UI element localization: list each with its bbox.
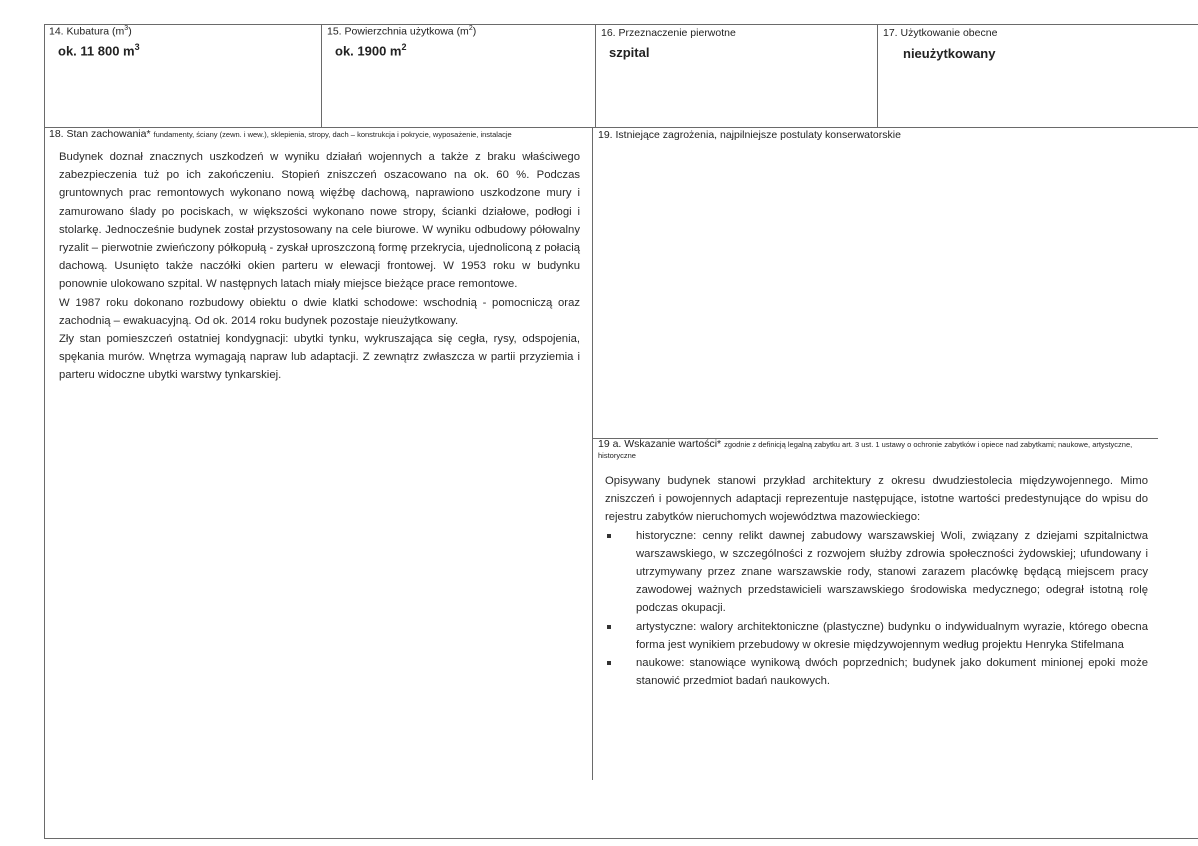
left-border	[44, 24, 45, 838]
section-19a-intro: Opisywany budynek stanowi przykład architektury z okresu dwudziestolecia międzywojennego. Mimo zniszczeń i powojennych adaptacji reprezentuje następujące, istotne wartości predestynujące do wpisu do rejestru zabytków nieruchomych województwa mazowieckiego:	[605, 475, 1148, 524]
col-divider-16-17	[877, 24, 878, 127]
field-14-label: 14. Kubatura $(m^3)$	[49, 25, 132, 38]
field-14-value: ok. 11 800 $m^3$	[58, 42, 140, 59]
field-17-value: nieużytkowany	[903, 46, 996, 61]
field-16-value: szpital	[609, 45, 650, 60]
section-18-sublabel: fundamenty, ściany (zewn. i wew.), sklepienia, stropy, dach – konstrukcja i pokrycie, wyposażenie, instalacje	[153, 130, 512, 139]
section-18-paragraph: W 1987 roku dokonano rozbudowy obiektu o dwie klatki schodowe: wschodnią - pomocniczą oraz zachodnią – ewakuacyjną. Od ok. 2014 roku budynek pozostaje nieużytkowany.	[59, 296, 580, 327]
field-16-label: 16. Przeznaczenie pierwotne	[601, 27, 736, 39]
value-scientific: naukowe: stanowiące wynikową dwóch poprzednich; budynek jako dokument minionej epoki może stanowić przedmiot badań naukowych.	[605, 654, 1148, 690]
value-artistic: artystyczne: walory architektoniczne (plastyczne) budynku o indywidualnym wyrazie, którego obecna forma jest wynikiem przebudowy w okresie międzywojennym według projektu Henryka Stifelmana	[605, 618, 1148, 654]
section-19-label: 19. Istniejące zagrożenia, najpilniejsze postulaty konserwatorskie	[598, 129, 901, 141]
bottom-border	[44, 838, 1198, 839]
section-18-text	[59, 148, 580, 385]
col-divider-main	[592, 127, 593, 780]
values-list	[605, 527, 1148, 691]
value-historical: historyczne: cenny relikt dawnej zabudowy warszawskiej Woli, związany z dziejami szpitalnictwa warszawskiego, w szczególności z rozwojem służby zdrowia społeczności żydowskiej; ufundowany i utrzymywany przez znane warszawskie rody, stanowi zarazem placówkę będącą miejscem pracy zawodowej ważnych przedstawicieli warszawskiego środowiska medycznego; odegrał istotną rolę podczas okupacji.	[605, 527, 1148, 618]
field-17-label: 17. Użytkowanie obecne	[883, 27, 998, 39]
field-15-label: 15. Powierzchnia użytkowa $(m^2)$	[327, 25, 477, 38]
section-19a-text	[605, 472, 1148, 690]
section-18-label: 18. Stan zachowania* fundamenty, ściany (zewn. i wew.), sklepienia, stropy, dach – konstrukcja i pokrycie, wyposażenie, instalacje	[49, 128, 512, 140]
field-15-value: ok. 1900 $m^2$	[335, 42, 407, 59]
section-18-paragraph: Zły stan pomieszczeń ostatniej kondygnacji: ubytki tynku, wykruszająca się cegła, rysy, odspojenia, spękania murów. Wnętrza wymagają napraw lub adaptacji. Z zewnątrz zwłaszcza w partii przyziemia i parteru widoczne ubytki warstwy tynkarskiej.	[59, 333, 580, 382]
section-18-paragraph: Budynek doznał znacznych uszkodzeń w wyniku działań wojennych a także z braku właściwego zabezpieczenia tuż po ich zakończeniu. Stopień zniszczeń oszacowano na ok. 60 %. Podczas gruntownych prac remontowych wykonano nową więźbę dachową, naprawiono uszkodzone mury i zamurowano ślady po pociskach, w większości wykonano nowe stropy, ścianki działowe, podłogi i stolarkę. Jednocześnie budynek został przystosowany na cele biurowe. W wyniku odbudowy półowalny ryzalit – pierwotnie zwieńczony półkopułą - zyskał uproszczoną formę przekrycia, ujednoliconą z połacią dachową. Usunięto także naczółki okien parteru w elewacji frontowej. W 1953 roku w budynku ponownie ulokowano szpital. W następnych latach miały miejsce bieżące prace remontowe.	[59, 151, 580, 291]
section-19a-label: 19 a. Wskazanie wartości* zgodnie z definicją legalną zabytku art. 3 ust. 1 ustawy o ochronie zabytków i opiece nad zabytkami; naukowe, artystyczne, historyczne	[598, 438, 1133, 460]
col-divider-14-15	[321, 24, 322, 127]
section-19a-sublabel: zgodnie z definicją legalną zabytku art. 3 ust. 1 ustawy o ochronie zabytków i opiece nad zabytkami; naukowe, artystyczne, historyczne	[598, 440, 1133, 460]
top-border	[44, 24, 1198, 25]
col-divider-15-16	[595, 24, 596, 127]
